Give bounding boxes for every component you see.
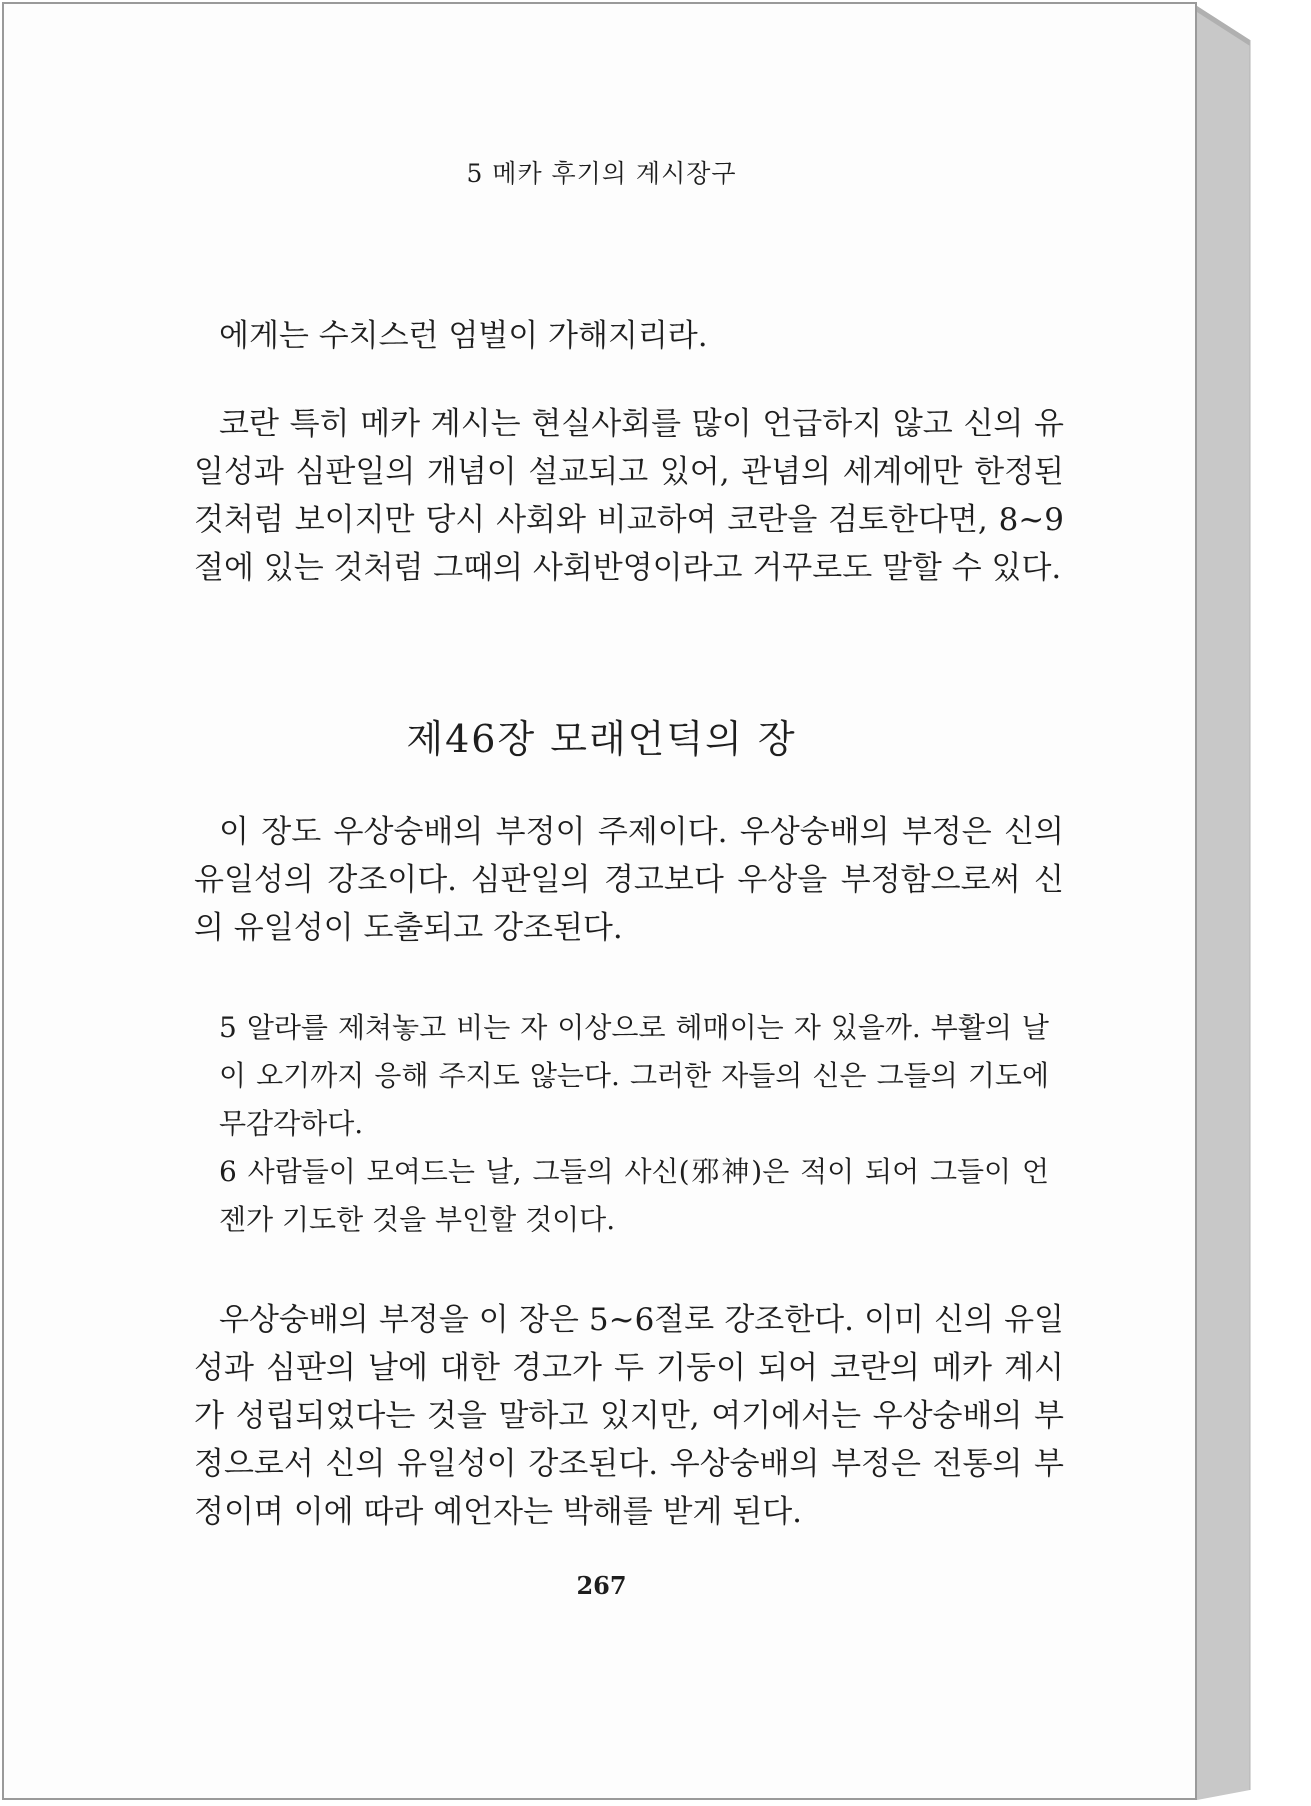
page-number: 267 [576,1571,627,1600]
quoted-verses [219,1004,1049,1244]
verse-6: 6 사람들이 모여드는 날, 그들의 사신(邪神)은 적이 되어 그들이 언젠가 기도한 것을 부인할 것이다. [219,1155,1049,1236]
running-header: 5 메카 후기의 계시장구 [466,159,737,188]
chapter-intro-paragraph: 이 장도 우상숭배의 부정이 주제이다. 우상숭배의 부정은 신의 유일성의 강조이다. 심판일의 경고보다 우상을 부정함으로써 신의 유일성이 도출되고 강조된다. [194,814,1064,946]
book-page [2,2,1197,1800]
chapter-title: 제46장 모래언덕의 장 [406,717,797,761]
verse-5: 5 알라를 제쳐놓고 비는 자 이상으로 헤매이는 자 있을까. 부활의 날이 오기까지 응해 주지도 않는다. 그러한 자들의 신은 그들의 기도에 무감각하다. [219,1011,1049,1140]
paragraph-continuation: 에게는 수치스런 엄벌이 가해지리라. [219,318,708,354]
paragraph-body: 코란 특히 메카 계시는 현실사회를 많이 언급하지 않고 신의 유일성과 심판일의 개념이 설교되고 있어, 관념의 세계에만 한정된 것처럼 보이지만 당시 사회와 비교하여 코란을 검토한다면, 8~9절에 있는 것처럼 그때의 사회반영이라고 거꾸로도 말할 수 있다. [194,406,1064,586]
commentary-paragraph: 우상숭배의 부정을 이 장은 5~6절로 강조한다. 이미 신의 유일성과 심판의 날에 대한 경고가 두 기둥이 되어 코란의 메카 계시가 성립되었다는 것을 말하고 있지만, 여기에서는 우상숭배의 부정으로서 신의 유일성이 강조된다. 우상숭배의 부정은 전통의 부정이며 이에 따라 예언자는 박해를 받게 된다. [194,1302,1064,1530]
